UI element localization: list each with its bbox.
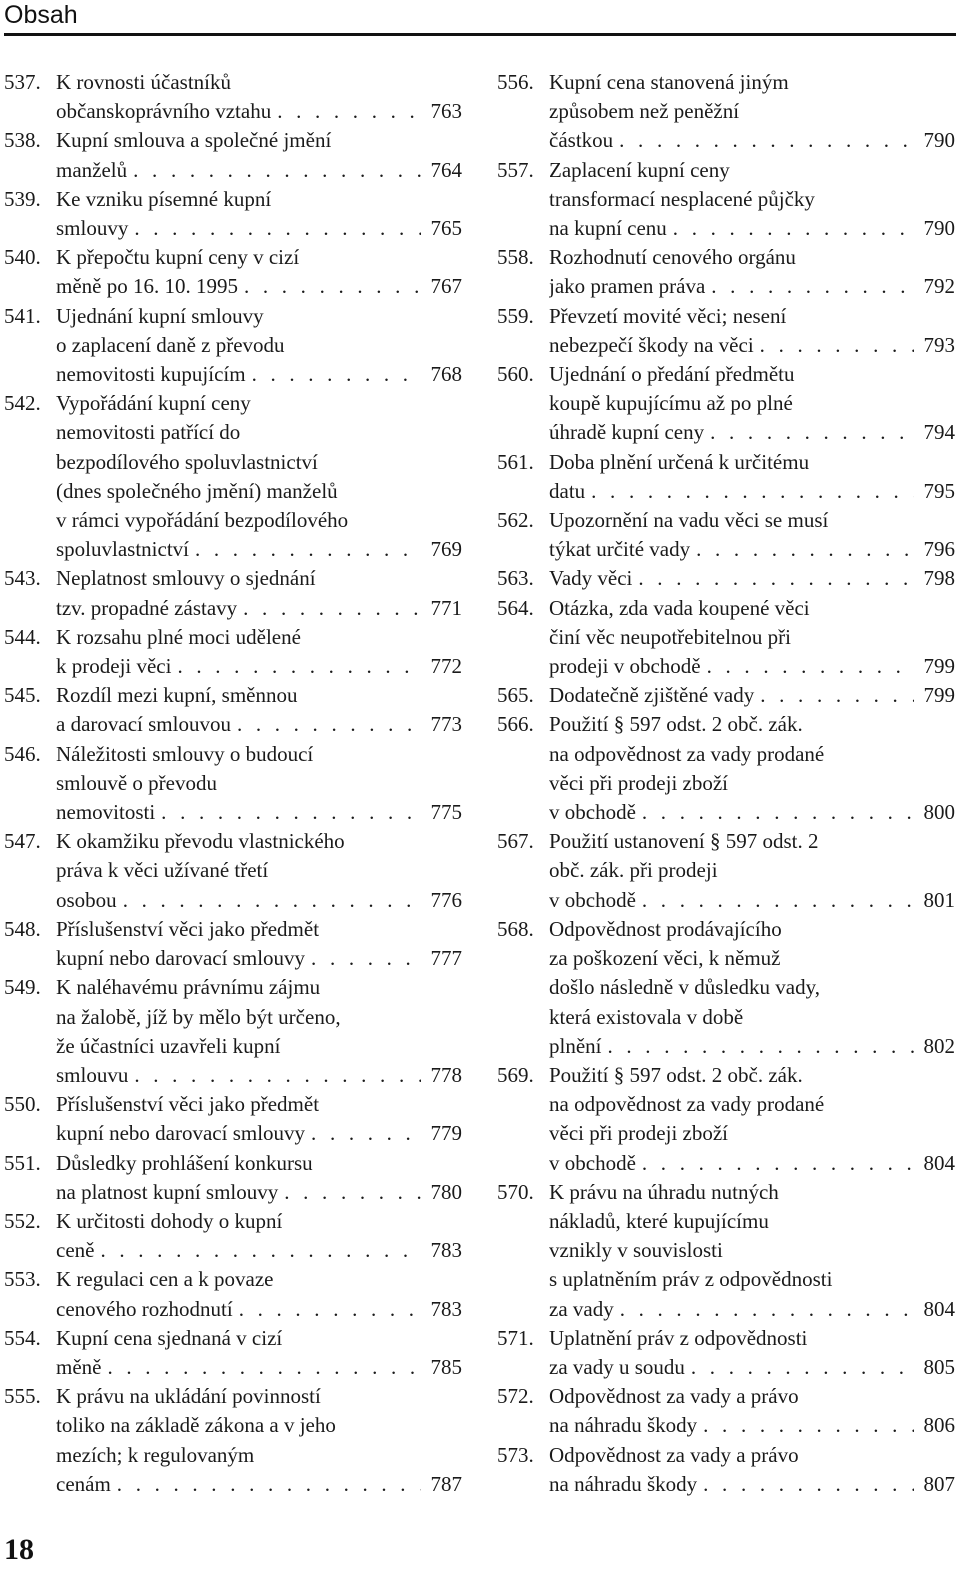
entry-title-line: nákladů, které kupujícímu — [549, 1208, 769, 1233]
toc-entry — [4, 1265, 462, 1323]
entry-title-line: na odpovědnost za vady prodané — [549, 1092, 825, 1117]
entry-title-line: cenám — [56, 1471, 111, 1496]
entry-last-line — [56, 535, 462, 564]
dot-leader — [754, 681, 913, 710]
entry-number: 565. — [497, 683, 534, 708]
entry-title-line: Použití § 597 odst. 2 obč. zák. — [549, 1062, 803, 1087]
dot-leader — [128, 214, 420, 243]
entry-page-number: 772 — [430, 654, 462, 679]
entry-title-line: a darovací smlouvou — [56, 712, 231, 737]
entry-last-line — [56, 652, 462, 681]
entry-number: 541. — [4, 303, 41, 328]
dot-leader — [632, 564, 913, 593]
entry-number: 550. — [4, 1092, 41, 1117]
entry-title-line: kupní nebo darovací smlouvy — [56, 946, 306, 971]
entry-last-line — [56, 798, 462, 827]
entry-last-line — [56, 272, 462, 301]
toc-entry — [4, 1324, 462, 1382]
entry-last-line — [549, 535, 955, 564]
toc-entry — [497, 360, 955, 448]
toc-column-left — [4, 68, 462, 1499]
entry-title-line: Odpovědnost prodávajícího — [549, 916, 782, 941]
entry-number: 573. — [497, 1442, 534, 1467]
dot-leader — [754, 331, 914, 360]
entry-title-line: Odpovědnost za vady a právo — [549, 1442, 799, 1467]
dot-leader — [278, 1178, 420, 1207]
entry-page-number: 775 — [430, 800, 462, 825]
entry-page-number: 800 — [923, 800, 955, 825]
entry-number: 538. — [4, 128, 41, 153]
entry-title-line: měně po 16. 10. 1995 — [56, 274, 238, 299]
entry-title-line: věci při prodeji zboží — [549, 1121, 729, 1146]
dot-leader — [271, 97, 420, 126]
entry-number: 568. — [497, 916, 534, 941]
entry-page-number: 802 — [923, 1033, 955, 1058]
entry-title-line: toliko na základě zákona a v jeho — [56, 1413, 336, 1438]
dot-leader — [685, 1353, 914, 1382]
entry-last-line — [549, 798, 955, 827]
dot-leader — [305, 944, 420, 973]
dot-leader — [231, 710, 421, 739]
entry-title-line: občanskoprávního vztahu — [56, 99, 272, 124]
toc-entry — [4, 243, 462, 301]
entry-last-line — [56, 710, 462, 739]
entry-number: 552. — [4, 1208, 41, 1233]
dot-leader — [189, 535, 421, 564]
toc-entry — [4, 302, 462, 390]
toc-entry — [497, 594, 955, 682]
entry-title-line: nebezpečí škody na věci — [549, 332, 754, 357]
toc-entry — [497, 1324, 955, 1382]
dot-leader — [94, 1236, 420, 1265]
entry-page-number: 792 — [923, 274, 955, 299]
entry-last-line — [549, 1032, 955, 1061]
toc-entry — [497, 1061, 955, 1178]
toc-entry — [497, 1178, 955, 1324]
entry-title-line: K rozsahu plné moci udělené — [56, 624, 301, 649]
entry-number: 551. — [4, 1150, 41, 1175]
dot-leader — [636, 1149, 914, 1178]
entry-number: 572. — [497, 1384, 534, 1409]
toc-entry — [4, 564, 462, 622]
entry-number: 558. — [497, 245, 534, 270]
entry-page-number: 771 — [430, 595, 462, 620]
entry-title-line: Doba plnění určená k určitému — [549, 449, 810, 474]
entry-number: 546. — [4, 741, 41, 766]
entry-number: 555. — [4, 1384, 41, 1409]
toc-entry — [497, 156, 955, 244]
entry-last-line — [56, 214, 462, 243]
entry-number: 545. — [4, 683, 41, 708]
entry-title-line: Kupní smlouva a společné jmění — [56, 128, 332, 153]
entry-number: 556. — [497, 70, 534, 94]
page-title: Obsah — [4, 1, 78, 29]
entry-page-number: 804 — [923, 1296, 955, 1321]
entry-title-line: která existovala v době — [549, 1004, 744, 1029]
dot-leader — [155, 798, 420, 827]
entry-title-line: Vady věci — [549, 566, 633, 591]
entry-number: 564. — [497, 595, 534, 620]
dot-leader — [697, 1411, 913, 1440]
entry-title-line: Použití ustanovení § 597 odst. 2 — [549, 829, 819, 854]
entry-page-number: 793 — [923, 332, 955, 357]
entry-title-line: Kupní cena stanovená jiným — [549, 70, 789, 94]
dot-leader — [701, 652, 914, 681]
entry-title-line: mezích; k regulovaným — [56, 1442, 255, 1467]
entry-title-line: za poškození věci, k němuž — [549, 946, 781, 971]
dot-leader — [305, 1119, 420, 1148]
entry-title-line: vznikly v souvislosti — [549, 1238, 723, 1263]
toc-entry — [4, 623, 462, 681]
entry-page-number: 777 — [430, 946, 462, 971]
entry-title-line: K právu na úhradu nutných — [549, 1179, 779, 1204]
entry-title-line: Otázka, zda vada koupené věci — [549, 595, 810, 620]
entry-title-line: Neplatnost smlouvy o sjednání — [56, 566, 316, 591]
entry-page-number: 769 — [430, 537, 462, 562]
entry-title-line: Upozornění na vadu věci se musí — [549, 508, 829, 533]
entry-title-line: v obchodě — [549, 800, 636, 825]
page-number: 18 — [4, 1533, 34, 1566]
entry-page-number: 780 — [430, 1179, 462, 1204]
entry-title-line: nemovitosti kupujícím — [56, 362, 246, 387]
dot-leader — [614, 1295, 914, 1324]
entry-number: 557. — [497, 157, 534, 182]
entry-page-number: 776 — [430, 887, 462, 912]
entry-page-number: 764 — [430, 157, 462, 182]
toc-entry — [4, 1207, 462, 1265]
entry-title-line: Vypořádání kupní ceny — [56, 391, 251, 416]
toc-entry — [497, 1441, 955, 1499]
entry-number: 563. — [497, 566, 534, 591]
entry-number: 567. — [497, 829, 534, 854]
entry-page-number: 804 — [923, 1150, 955, 1175]
entry-title-line: bezpodílového spoluvlastnictví — [56, 449, 318, 474]
entry-title-line: úhradě kupní ceny — [549, 420, 705, 445]
dot-leader — [705, 272, 913, 301]
entry-last-line — [56, 156, 462, 185]
entry-title-line: kupní nebo darovací smlouvy — [56, 1121, 306, 1146]
entry-page-number: 783 — [430, 1238, 462, 1263]
entry-title-line: smlouvu — [56, 1062, 129, 1087]
entry-number: 547. — [4, 829, 41, 854]
entry-number: 554. — [4, 1325, 41, 1350]
entry-title-line: K právu na ukládání povinností — [56, 1384, 321, 1409]
entry-title-line: došlo následně v důsledku vady, — [549, 975, 821, 1000]
entry-page-number: 799 — [923, 683, 955, 708]
entry-last-line — [549, 1470, 955, 1499]
entry-title-line: částkou — [549, 128, 614, 153]
toc-entry — [497, 1382, 955, 1440]
dot-leader — [246, 360, 421, 389]
entry-title-line: nemovitosti — [56, 800, 156, 825]
entry-title-line: prodeji v obchodě — [549, 654, 701, 679]
entry-page-number: 785 — [430, 1354, 462, 1379]
toc-entry — [4, 185, 462, 243]
dot-leader — [697, 1470, 913, 1499]
dot-leader — [101, 1353, 420, 1382]
entry-title-line: Ke vzniku písemné kupní — [56, 186, 272, 211]
entry-last-line — [549, 652, 955, 681]
entry-title-line: v rámci vypořádání bezpodílového — [56, 508, 349, 533]
toc-entry — [4, 1149, 462, 1207]
entry-number: 561. — [497, 449, 534, 474]
dot-leader — [690, 535, 913, 564]
entry-last-line — [549, 331, 955, 360]
entry-title-line: o zaplacení daně z převodu — [56, 332, 285, 357]
dot-leader — [636, 798, 914, 827]
entry-number: 542. — [4, 391, 41, 416]
entry-last-line — [549, 477, 955, 506]
entry-title-line: Rozhodnutí cenového orgánu — [549, 245, 796, 270]
entry-title-line: K rovnosti účastníků — [56, 70, 231, 94]
dot-leader — [602, 1032, 914, 1061]
entry-title-line: v obchodě — [549, 1150, 636, 1175]
toc-entry — [4, 126, 462, 184]
toc-entry — [4, 681, 462, 739]
toc-entry — [4, 68, 462, 126]
entry-title-line: Příslušenství věci jako předmět — [56, 916, 320, 941]
entry-title-line: Zaplacení kupní ceny — [549, 157, 730, 182]
entry-title-line: činí věc neupotřebitelnou při — [549, 624, 792, 649]
entry-title-line: K určitosti dohody o kupní — [56, 1208, 283, 1233]
entry-title-line: na náhradu škody — [549, 1471, 698, 1496]
entry-last-line — [56, 360, 462, 389]
entry-title-line: týkat určité vady — [549, 537, 691, 562]
entry-title-line: Odpovědnost za vady a právo — [549, 1384, 799, 1409]
entry-title-line: Ujednání kupní smlouvy — [56, 303, 264, 328]
toc-entry — [497, 915, 955, 1061]
entry-number: 560. — [497, 362, 534, 387]
entry-number: 549. — [4, 975, 41, 1000]
entry-page-number: 768 — [430, 362, 462, 387]
entry-number: 570. — [497, 1179, 534, 1204]
entry-title-line: Kupní cena sjednaná v cizí — [56, 1325, 283, 1350]
toc-entry — [497, 506, 955, 564]
entry-last-line — [549, 564, 955, 593]
entry-last-line — [56, 1353, 462, 1382]
entry-page-number: 773 — [430, 712, 462, 737]
dot-leader — [171, 652, 420, 681]
entry-page-number: 779 — [430, 1121, 462, 1146]
entry-last-line — [549, 1411, 955, 1440]
entry-last-line — [549, 1149, 955, 1178]
entry-title-line: cenového rozhodnutí — [56, 1296, 233, 1321]
entry-title-line: s uplatněním práv z odpovědnosti — [549, 1267, 833, 1292]
entry-title-line: Převzetí movité věci; nesení — [549, 303, 787, 328]
entry-title-line: za vady u soudu — [549, 1354, 685, 1379]
entry-page-number: 767 — [430, 274, 462, 299]
entry-title-line: smlouvě o převodu — [56, 770, 217, 795]
entry-title-line: za vady — [549, 1296, 614, 1321]
toc-entry — [497, 243, 955, 301]
toc-entry — [4, 740, 462, 828]
entry-title-line: v obchodě — [549, 887, 636, 912]
entry-title-line: obč. zák. při prodeji — [549, 858, 718, 883]
entry-title-line: na náhradu škody — [549, 1413, 698, 1438]
entry-last-line — [549, 418, 955, 447]
entry-title-line: manželů — [56, 157, 128, 182]
toc-entry — [497, 448, 955, 506]
entry-title-line: Ujednání o předání předmětu — [549, 362, 795, 387]
toc-entry — [497, 68, 955, 156]
entry-number: 571. — [497, 1325, 534, 1350]
entry-title-line: (dnes společného jmění) manželů — [56, 478, 338, 503]
entry-title-line: věci při prodeji zboží — [549, 770, 729, 795]
entry-last-line — [56, 1178, 462, 1207]
toc-entry — [497, 681, 955, 710]
dot-leader — [667, 214, 914, 243]
entry-last-line — [56, 1295, 462, 1324]
entry-last-line — [56, 944, 462, 973]
entry-number: 548. — [4, 916, 41, 941]
entry-title-line: na žalobě, jíž by mělo být určeno, — [56, 1004, 341, 1029]
entry-number: 569. — [497, 1062, 534, 1087]
entry-page-number: 778 — [430, 1062, 462, 1087]
entry-page-number: 787 — [430, 1471, 462, 1496]
toc-entry — [4, 389, 462, 564]
entry-title-line: nemovitosti patřící do — [56, 420, 241, 445]
entry-title-line: k prodeji věci — [56, 654, 172, 679]
dot-leader — [636, 886, 914, 915]
entry-number: 559. — [497, 303, 534, 328]
entry-title-line: spoluvlastnictví — [56, 537, 189, 562]
entry-last-line — [56, 594, 462, 623]
entry-title-line: koupě kupujícímu až po plné — [549, 391, 793, 416]
entry-last-line — [549, 681, 955, 710]
entry-last-line — [56, 886, 462, 915]
toc-entry — [497, 564, 955, 593]
entry-last-line — [56, 1236, 462, 1265]
entry-last-line — [549, 886, 955, 915]
dot-leader — [128, 1061, 420, 1090]
entry-page-number: 807 — [923, 1471, 955, 1496]
dot-leader — [237, 594, 420, 623]
toc-column-right — [497, 68, 955, 1499]
entry-page-number: 795 — [923, 478, 955, 503]
entry-title-line: tzv. propadné zástavy — [56, 595, 238, 620]
toc-entry — [4, 827, 462, 915]
dot-leader — [117, 886, 421, 915]
toc-entry — [497, 302, 955, 360]
dot-leader — [111, 1470, 421, 1499]
entry-title-line: Použití § 597 odst. 2 obč. zák. — [549, 712, 803, 737]
entry-title-line: transformací nesplacené půjčky — [549, 186, 815, 211]
entry-last-line — [56, 1470, 462, 1499]
entry-title-line: ceně — [56, 1238, 95, 1263]
entry-title-line: datu — [549, 478, 586, 503]
entry-last-line — [56, 97, 462, 126]
dot-leader — [233, 1295, 421, 1324]
entry-title-line: K přepočtu kupní ceny v cizí — [56, 245, 300, 270]
dot-leader — [127, 156, 420, 185]
entry-number: 539. — [4, 186, 41, 211]
entry-number: 553. — [4, 1267, 41, 1292]
entry-number: 566. — [497, 712, 534, 737]
entry-page-number: 783 — [430, 1296, 462, 1321]
entry-title-line: na kupní cenu — [549, 216, 667, 241]
entry-title-line: K okamžiku převodu vlastnického — [56, 829, 345, 854]
dot-leader — [585, 477, 913, 506]
entry-last-line — [549, 1295, 955, 1324]
header-rule — [4, 33, 956, 36]
entry-title-line: Důsledky prohlášení konkursu — [56, 1150, 313, 1175]
entry-title-line: měně — [56, 1354, 102, 1379]
entry-title-line: na platnost kupní smlouvy — [56, 1179, 279, 1204]
entry-title-line: smlouvy — [56, 216, 129, 241]
entry-number: 544. — [4, 624, 41, 649]
toc-entry — [497, 827, 955, 915]
entry-number: 537. — [4, 70, 41, 94]
entry-title-line: Náležitosti smlouvy o budoucí — [56, 741, 314, 766]
entry-number: 562. — [497, 508, 534, 533]
entry-page-number: 790 — [923, 128, 955, 153]
entry-title-line: K regulaci cen a k povaze — [56, 1267, 274, 1292]
entry-title-line: Rozdíl mezi kupní, směnnou — [56, 683, 298, 708]
entry-title-line: Příslušenství věci jako předmět — [56, 1092, 320, 1117]
entry-last-line — [56, 1061, 462, 1090]
toc-entry — [4, 1090, 462, 1148]
entry-last-line — [549, 126, 955, 155]
entry-page-number: 794 — [923, 420, 955, 445]
entry-page-number: 796 — [923, 537, 955, 562]
entry-page-number: 763 — [430, 99, 462, 124]
entry-page-number: 801 — [923, 887, 955, 912]
dot-leader — [704, 418, 913, 447]
toc-entry — [4, 973, 462, 1090]
entry-title-line: Dodatečně zjištěné vady — [549, 683, 755, 708]
entry-last-line — [56, 1119, 462, 1148]
entry-title-line: způsobem než peněžní — [549, 99, 740, 124]
entry-page-number: 806 — [923, 1413, 955, 1438]
entry-last-line — [549, 1353, 955, 1382]
entry-title-line: Uplatnění práv z odpovědnosti — [549, 1325, 808, 1350]
entry-title-line: K naléhavému právnímu zájmu — [56, 975, 321, 1000]
entry-page-number: 790 — [923, 216, 955, 241]
dot-leader — [238, 272, 421, 301]
toc-entry — [4, 915, 462, 973]
entry-title-line: na odpovědnost za vady prodané — [549, 741, 825, 766]
entry-number: 540. — [4, 245, 41, 270]
entry-page-number: 805 — [923, 1354, 955, 1379]
entry-title-line: osobou — [56, 887, 117, 912]
entry-last-line — [549, 272, 955, 301]
entry-title-line: plnění — [549, 1033, 602, 1058]
dot-leader — [613, 126, 913, 155]
entry-page-number: 799 — [923, 654, 955, 679]
entry-page-number: 765 — [430, 216, 462, 241]
toc-entry — [4, 1382, 462, 1499]
entry-title-line: jako pramen práva — [549, 274, 706, 299]
entry-page-number: 798 — [923, 566, 955, 591]
entry-title-line: práva k věci užívané třetí — [56, 858, 269, 883]
entry-number: 543. — [4, 566, 41, 591]
entry-last-line — [549, 214, 955, 243]
toc-entry — [497, 710, 955, 827]
entry-title-line: že účastníci uzavřeli kupní — [56, 1033, 281, 1058]
